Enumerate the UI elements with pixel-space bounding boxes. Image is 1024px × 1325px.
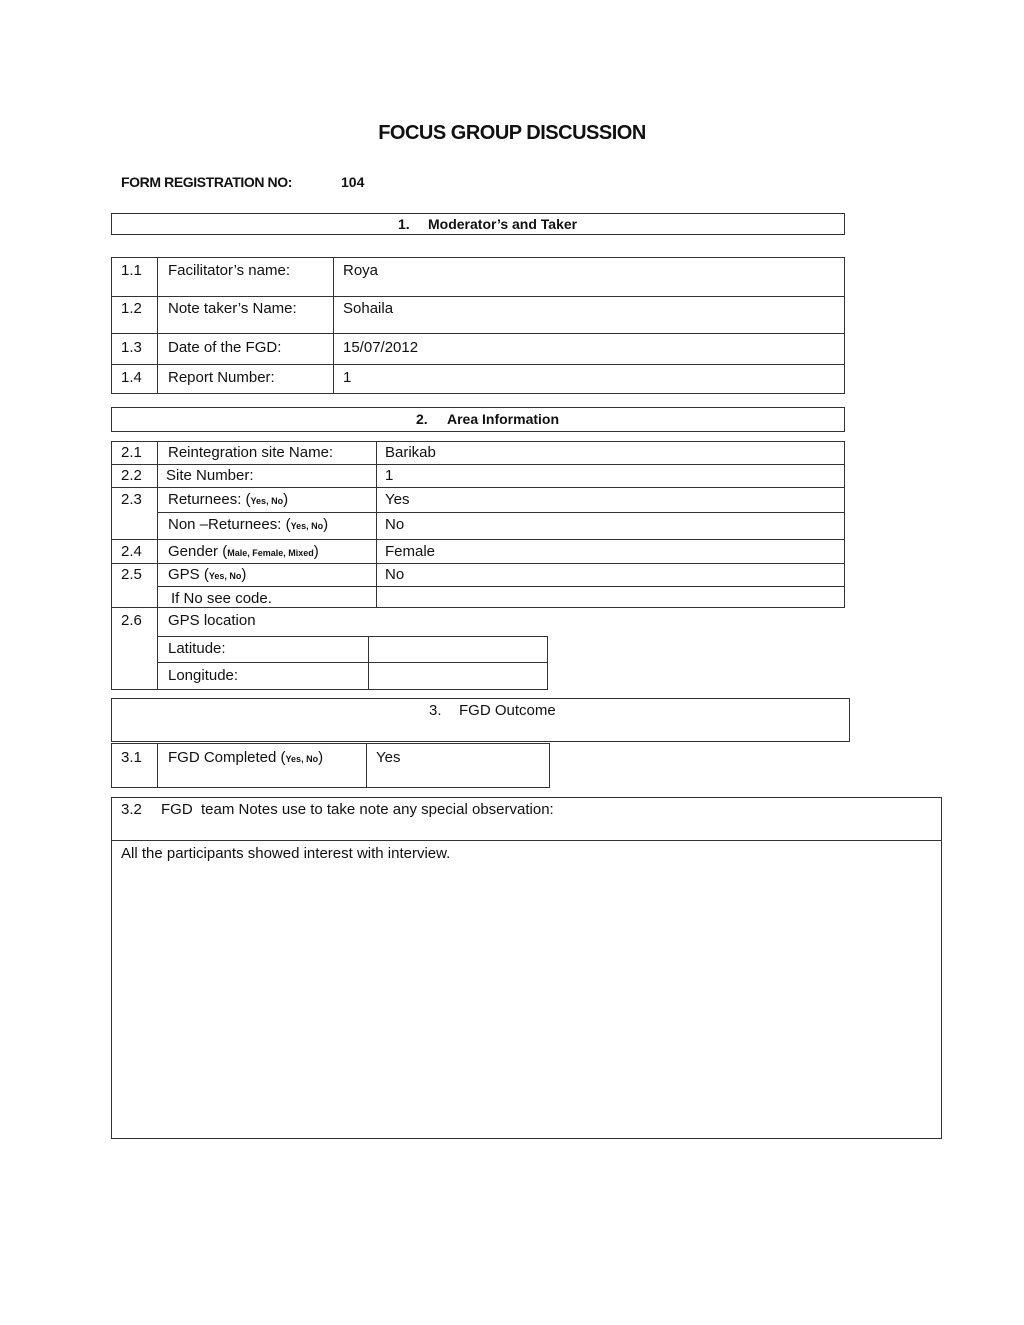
returnees-label [168, 491, 288, 510]
gender-label-text: Gender ( [168, 543, 228, 560]
gps-label [168, 566, 246, 585]
fgd-completed-options: Yes, No [285, 754, 319, 764]
longitude-label: Longitude: [168, 667, 239, 684]
returnees-value: Yes [385, 491, 410, 508]
row-1-2-num: 1.2 [121, 300, 142, 317]
registration-value: 104 [341, 174, 365, 190]
section1-title: Moderator’s and Taker [428, 216, 578, 232]
facilitator-label: Facilitator’s name: [168, 262, 290, 279]
gender-value: Female [385, 543, 436, 560]
facilitator-value: Roya [343, 262, 379, 279]
site-name-value: Barikab [385, 444, 436, 461]
site-name-label: Reintegration site Name: [168, 444, 334, 461]
gps-code-label: If No see code. [171, 590, 272, 607]
notes-text: All the participants showed interest with interview. [121, 845, 451, 862]
gender-options: Male, Female, Mixed [227, 548, 314, 558]
latitude-label: Latitude: [168, 640, 226, 657]
row-2-1-num: 2.1 [121, 444, 142, 461]
row-2-5-num: 2.5 [121, 566, 142, 583]
section1-number: 1. [398, 216, 410, 232]
report-number-label: Report Number: [168, 369, 275, 386]
date-label: Date of the FGD: [168, 339, 282, 356]
notes-label: FGD team Notes use to take note any special observation: [161, 801, 554, 818]
note-taker-label: Note taker’s Name: [168, 300, 297, 317]
returnees-close: ) [283, 491, 289, 508]
gps-close: ) [241, 566, 247, 583]
row-3-2-num: 3.2 [121, 801, 142, 818]
section3-number: 3. [429, 702, 442, 719]
gps-value: No [385, 566, 405, 583]
report-number-value: 1 [343, 369, 352, 386]
row-1-3-num: 1.3 [121, 339, 142, 356]
fgd-completed-value: Yes [376, 749, 401, 766]
gps-location-label: GPS location [168, 612, 256, 629]
page-title: FOCUS GROUP DISCUSSION [378, 122, 646, 144]
registration-label: FORM REGISTRATION NO: [121, 174, 292, 190]
non-returnees-value: No [385, 516, 405, 533]
non-returnees-label [168, 516, 328, 535]
non-returnees-close: ) [323, 516, 329, 533]
section3-title: FGD Outcome [459, 702, 556, 719]
row-2-3-num: 2.3 [121, 491, 142, 508]
fgd-completed-label [168, 749, 323, 768]
returnees-label-text: Returnees: ( [168, 491, 251, 508]
section2-number: 2. [416, 411, 428, 427]
row-2-4-num: 2.4 [121, 543, 142, 560]
gps-options: Yes, No [208, 571, 242, 581]
row-2-2-num: 2.2 [121, 467, 142, 484]
non-returnees-options: Yes, No [290, 521, 324, 531]
site-number-label: Site Number: [166, 467, 254, 484]
date-value: 15/07/2012 [343, 339, 419, 356]
row-1-1-num: 1.1 [121, 262, 142, 279]
gender-label [168, 543, 319, 562]
non-returnees-label-text: Non –Returnees: ( [168, 516, 291, 533]
note-taker-value: Sohaila [343, 300, 394, 317]
returnees-options: Yes, No [250, 496, 284, 506]
gender-close: ) [313, 543, 319, 560]
gps-label-text: GPS ( [168, 566, 209, 583]
section2-title: Area Information [447, 411, 560, 427]
fgd-completed-close: ) [318, 749, 324, 766]
row-2-6-num: 2.6 [121, 612, 142, 629]
site-number-value: 1 [385, 467, 394, 484]
row-3-1-num: 3.1 [121, 749, 142, 766]
fgd-completed-label-text: FGD Completed ( [168, 749, 286, 766]
row-1-4-num: 1.4 [121, 369, 142, 386]
